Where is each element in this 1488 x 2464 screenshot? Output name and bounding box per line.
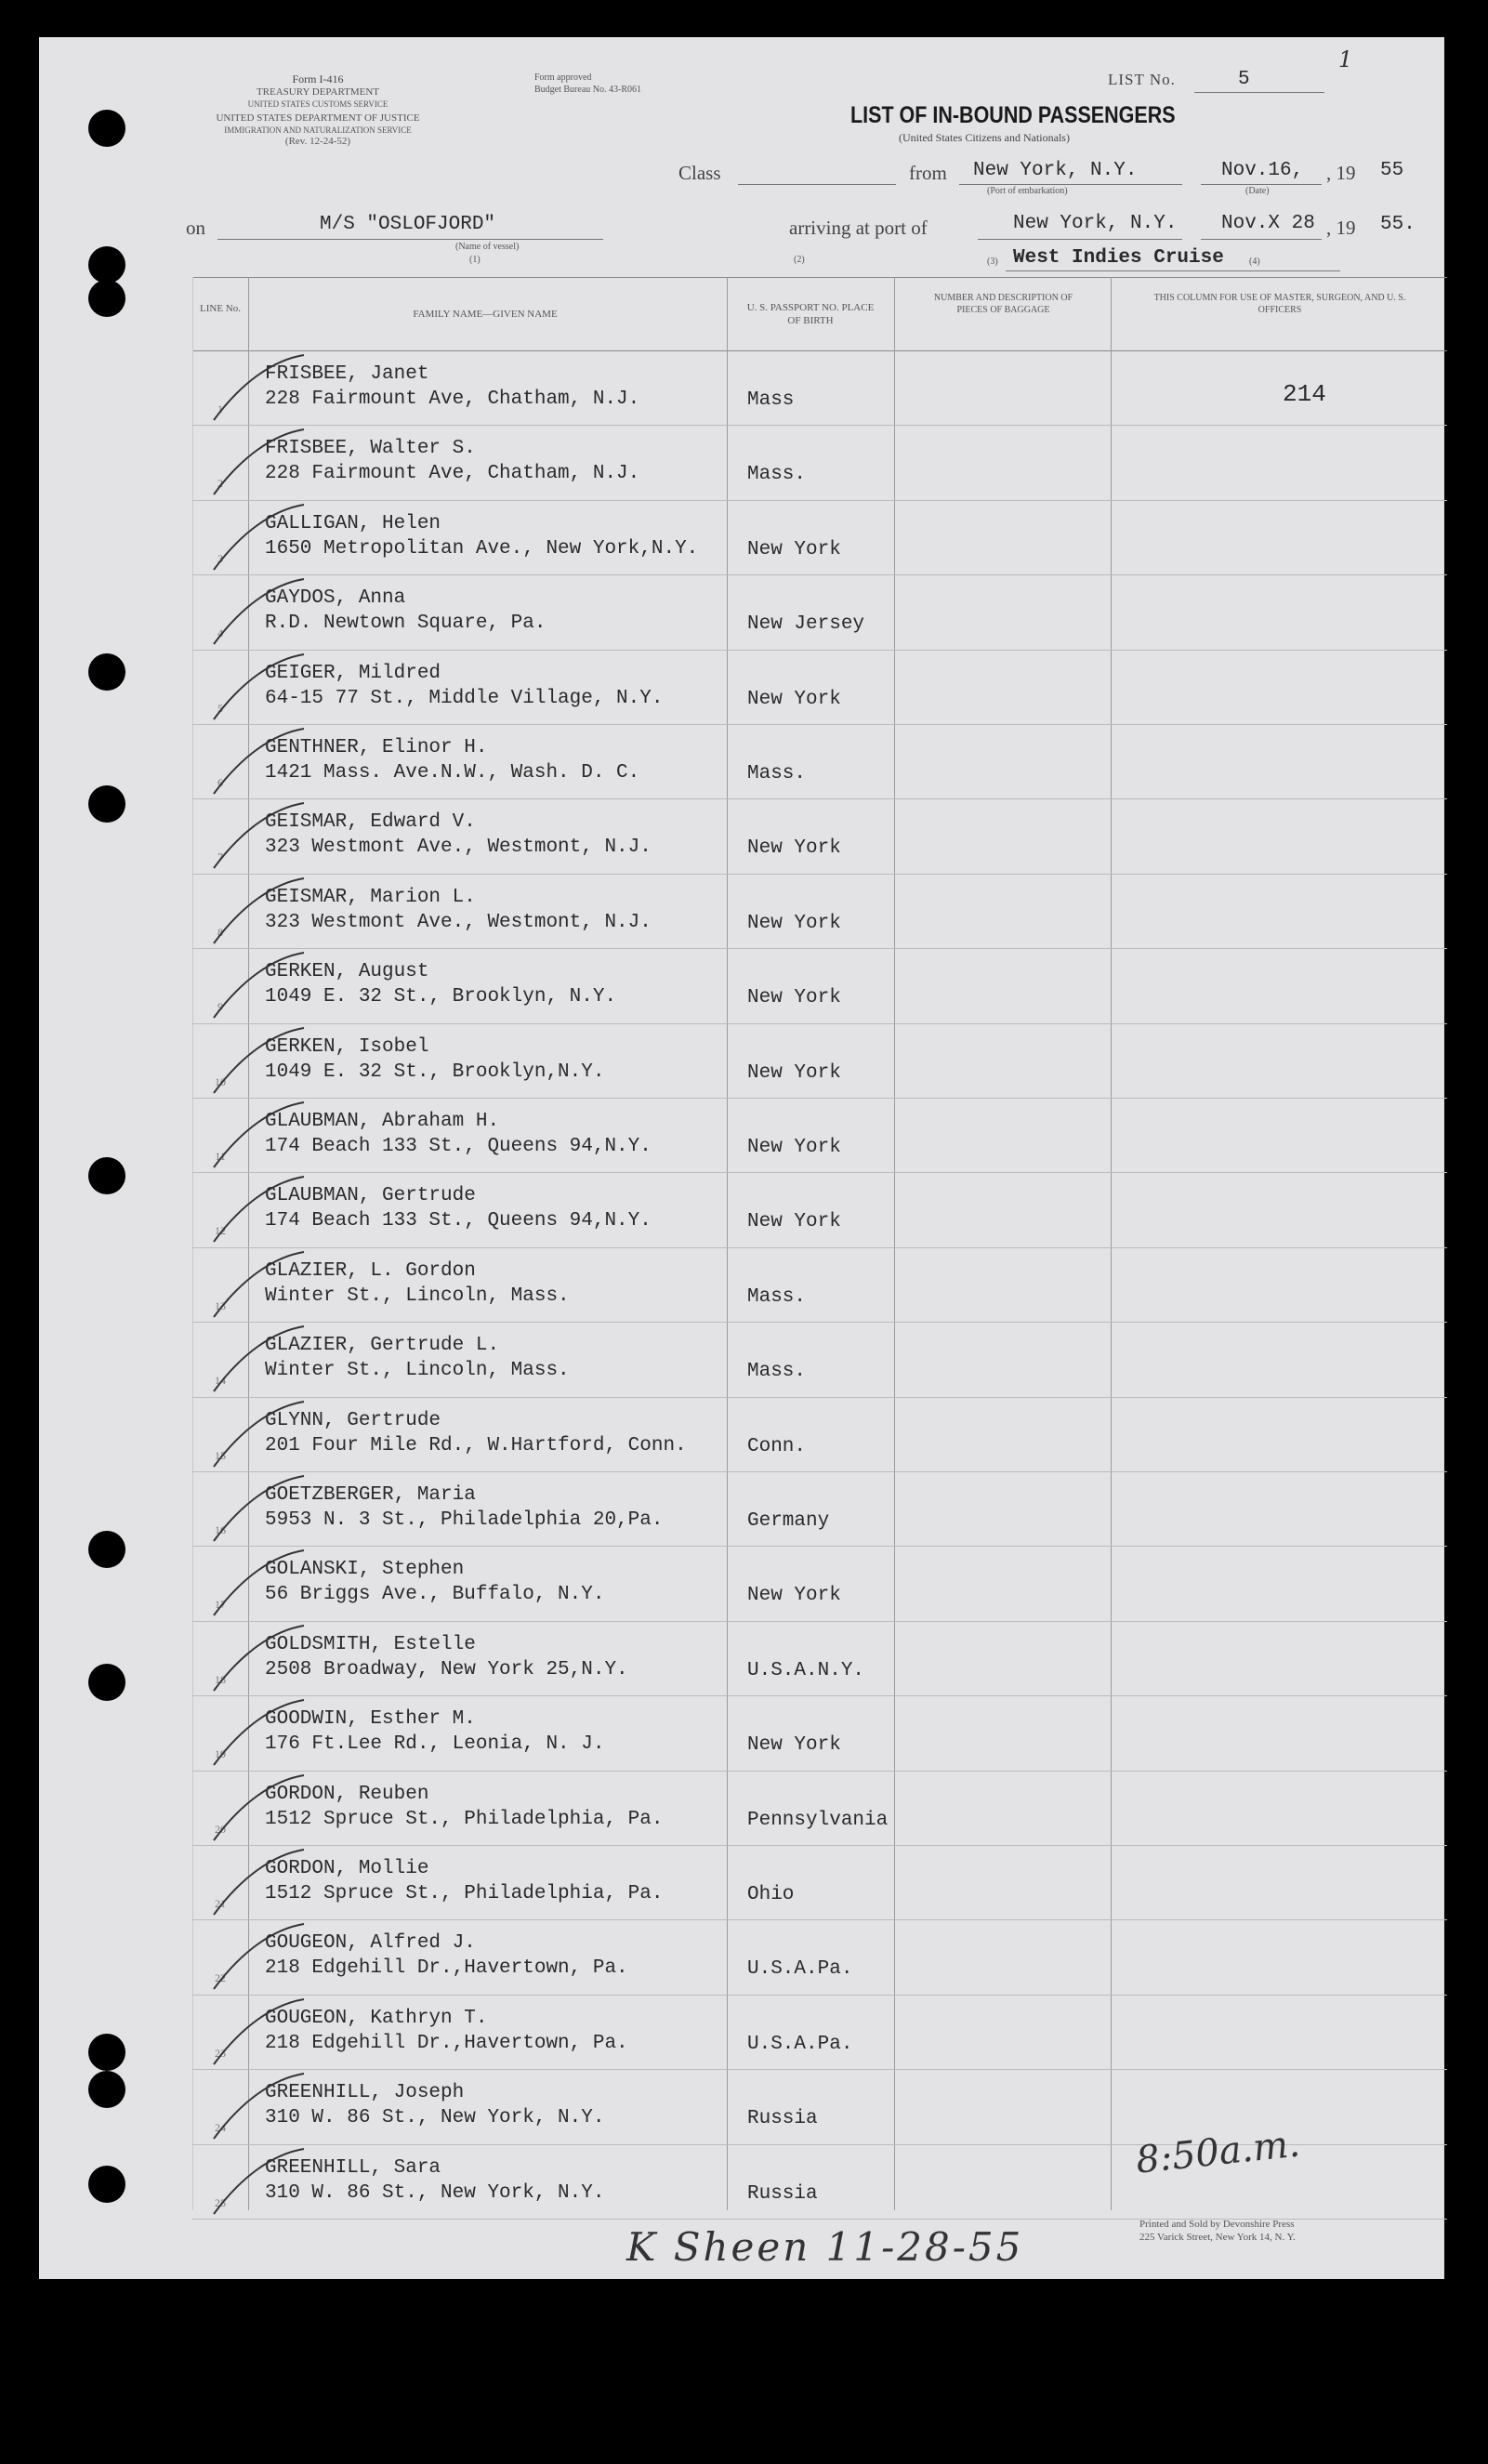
place-of-birth: Pennsylvania (747, 1809, 889, 1831)
check-mark-icon (206, 729, 309, 803)
row-divider (192, 874, 1447, 875)
passenger-name: GOLANSKI, Stephen (265, 1559, 465, 1581)
check-mark-icon (206, 654, 309, 729)
check-mark-icon (206, 1252, 309, 1326)
passenger-address: 1421 Mass. Ave.N.W., Wash. D. C. (265, 762, 640, 784)
check-mark-icon (206, 1850, 309, 1924)
page-title: LIST OF IN-BOUND PASSENGERS (850, 102, 1176, 128)
line-number: 25 (215, 2195, 226, 2209)
passenger-name: GERKEN, August (265, 961, 429, 983)
line-number: 21 (215, 1897, 226, 1910)
place-of-birth: New York (747, 1734, 841, 1757)
row-divider (192, 1471, 1447, 1472)
place-of-birth: Mass. (747, 763, 807, 784)
punch-hole (88, 246, 125, 283)
check-mark-icon (206, 355, 309, 429)
cruise-name: West Indies Cruise (1013, 247, 1224, 269)
column-header-line-no: LINE No. (200, 303, 241, 314)
passenger-address: 228 Fairmount Ave, Chatham, N.J. (265, 389, 640, 410)
passenger-name: GEISMAR, Edward V. (265, 811, 476, 834)
check-mark-icon (206, 1700, 309, 1774)
row-divider (192, 1845, 1447, 1846)
place-of-birth: Conn. (747, 1435, 807, 1457)
revision-label: (Rev. 12-24-52) (284, 136, 351, 147)
row-divider (192, 574, 1447, 575)
check-mark-icon (206, 1775, 309, 1850)
passenger-name: GOUGEON, Alfred J. (265, 1932, 476, 1955)
passenger-address: 1512 Spruce St., Philadelphia, Pa. (265, 1883, 664, 1904)
passenger-address: 323 Westmont Ave., Westmont, N.J. (265, 837, 652, 859)
place-of-birth: Mass. (747, 1285, 807, 1308)
line-number: 11 (215, 1150, 226, 1163)
column-header-officers: THIS COLUMN FOR USE OF MASTER, SURGEON, AND U. S. OFFICERS (1153, 293, 1406, 315)
passenger-address: 1512 Spruce St., Philadelphia, Pa. (265, 1808, 664, 1830)
arriving-label: arriving at port of (789, 217, 928, 239)
passenger-address: 228 Fairmount Ave, Chatham, N.J. (265, 463, 640, 485)
line-number: 20 (215, 1822, 226, 1836)
row-divider (192, 1695, 1447, 1696)
check-mark-icon (206, 505, 309, 579)
punch-hole (88, 110, 125, 147)
form-approved-label: Form approved (534, 72, 592, 83)
line-number: 10 (215, 1074, 226, 1088)
officer-note: 214 (1283, 380, 1326, 408)
printer-credit (1139, 2218, 1296, 2245)
place-of-birth: Ohio (747, 1884, 795, 1905)
vessel-name: M/S "OSLOFJORD" (320, 214, 496, 235)
line-number: 5 (217, 701, 223, 715)
passenger-name: GORDON, Mollie (265, 1858, 429, 1879)
line-number: 2 (217, 477, 223, 491)
row-divider (192, 948, 1447, 949)
row-divider (192, 1098, 1447, 1099)
date-from: Nov.16, (1221, 160, 1304, 181)
passenger-address: 5953 N. 3 St., Philadelphia 20,Pa. (265, 1509, 664, 1531)
arrival-port: New York, N.Y. (1013, 213, 1178, 234)
inspector-signature: K Sheen 11-28-55 (626, 2224, 1024, 2270)
row-divider (192, 425, 1447, 426)
list-handwritten-mark: 1 (1338, 46, 1353, 72)
passenger-name: GOLDSMITH, Estelle (265, 1633, 476, 1655)
passenger-address: 1049 E. 32 St., Brooklyn, N.Y. (265, 986, 617, 1008)
arrival-date-line (1201, 239, 1322, 240)
passenger-address: 323 Westmont Ave., Westmont, N.J. (265, 911, 652, 933)
budget-label: Budget Bureau No. 43-R061 (534, 84, 641, 95)
list-number: 5 (1238, 69, 1250, 90)
passenger-address: 1650 Metropolitan Ave., New York,N.Y. (265, 537, 699, 560)
check-mark-icon (206, 803, 309, 877)
list-number-line (1194, 92, 1324, 93)
punch-hole (88, 2071, 125, 2108)
from-line (959, 184, 1182, 185)
place-of-birth: U.S.A.Pa. (747, 2033, 853, 2055)
class-label: Class (678, 162, 721, 184)
line-number: 18 (215, 1672, 226, 1686)
passenger-name: GENTHNER, Elinor H. (265, 737, 488, 758)
arrival-date: Nov.X 28 (1221, 213, 1315, 234)
column-header-name: FAMILY NAME—GIVEN NAME (413, 309, 558, 320)
date-from-line (1201, 184, 1322, 185)
row-divider (192, 1621, 1447, 1622)
place-of-birth: New York (747, 1585, 841, 1607)
line-number: 15 (215, 1448, 226, 1462)
passenger-address: Winter St., Lincoln, Mass. (265, 1285, 570, 1307)
date-caption: (Date) (1245, 186, 1270, 196)
column-header-baggage: NUMBER AND DESCRIPTION OF PIECES OF BAGGAGE (933, 293, 1073, 315)
passenger-address: 218 Edgehill Dr.,Havertown, Pa. (265, 1957, 628, 1980)
year-from: 55 (1380, 160, 1404, 181)
caption-4: (4) (1249, 257, 1260, 267)
check-mark-icon (206, 1402, 309, 1476)
check-mark-icon (206, 878, 309, 953)
column-header-passport: U. S. PASSPORT NO. PLACE OF BIRTH (746, 302, 875, 326)
row-divider (192, 1546, 1447, 1547)
passenger-name: GEIGER, Mildred (265, 662, 441, 684)
from-port: New York, N.Y. (973, 160, 1138, 181)
check-mark-icon (206, 2074, 309, 2148)
line-number: 24 (215, 2121, 226, 2135)
justice-label: UNITED STATES DEPARTMENT OF JUSTICE (216, 112, 420, 124)
passenger-name: GREENHILL, Joseph (265, 2082, 465, 2104)
passenger-name: GLYNN, Gertrude (265, 1409, 441, 1431)
row-divider (192, 2069, 1447, 2070)
place-of-birth: New York (747, 1211, 841, 1233)
caption-1: (1) (469, 255, 481, 265)
row-divider (192, 798, 1447, 799)
printer-line-2: 225 Varick Street, New York 14, N. Y. (1139, 2232, 1296, 2244)
punch-hole (88, 2034, 125, 2071)
check-mark-icon (206, 1326, 309, 1401)
place-of-birth: Russia (747, 2108, 818, 2130)
passenger-name: GLAZIER, Gertrude L. (265, 1335, 500, 1357)
check-mark-icon (206, 1028, 309, 1102)
row-divider (192, 724, 1447, 725)
line-number: 8 (217, 925, 223, 939)
passenger-name: GEISMAR, Marion L. (265, 886, 476, 908)
table-top-border (192, 277, 1447, 278)
row-divider (192, 1322, 1447, 1323)
check-mark-icon (206, 1626, 309, 1700)
passenger-address: 310 W. 86 St., New York, N.Y. (265, 2107, 605, 2129)
manifest-page (39, 37, 1444, 2279)
punch-hole (88, 1157, 125, 1194)
place-of-birth: New York (747, 837, 841, 860)
passenger-name: GOODWIN, Esther M. (265, 1708, 476, 1731)
year-prefix-arrival: , 19 (1326, 217, 1356, 239)
year-arrival: 55. (1380, 214, 1416, 235)
arrival-time-annotation: 8:50a.m. (1134, 2122, 1302, 2182)
passenger-name: GLAUBMAN, Gertrude (265, 1185, 476, 1207)
punch-hole (88, 1664, 125, 1701)
cruise-line (1006, 270, 1340, 271)
passenger-address: 174 Beach 133 St., Queens 94,N.Y. (265, 1210, 652, 1232)
passenger-name: GLAUBMAN, Abraham H. (265, 1111, 500, 1132)
header-bottom-border (192, 350, 1447, 351)
caption-2: (2) (794, 255, 805, 265)
check-mark-icon (206, 1177, 309, 1251)
line-number: 14 (215, 1374, 226, 1388)
passenger-address: R.D. Newtown Square, Pa. (265, 613, 546, 635)
treasury-label: TREASURY DEPARTMENT (256, 86, 380, 98)
passenger-name: GERKEN, Isobel (265, 1035, 429, 1058)
passenger-address: 310 W. 86 St., New York, N.Y. (265, 2181, 605, 2204)
row-divider (192, 1172, 1447, 1173)
check-mark-icon (206, 429, 309, 504)
place-of-birth: Germany (747, 1510, 830, 1532)
line-number: 12 (215, 1224, 226, 1238)
passenger-name: GOUGEON, Kathryn T. (265, 2007, 488, 2029)
agency-block (183, 72, 453, 149)
punch-hole (88, 1531, 125, 1568)
check-mark-icon (206, 2149, 309, 2223)
ins-label: IMMIGRATION AND NATURALIZATION SERVICE (224, 125, 412, 135)
punch-hole (88, 653, 125, 691)
passenger-name: GAYDOS, Anna (265, 587, 406, 610)
class-line (738, 184, 896, 185)
check-mark-icon (206, 1550, 309, 1625)
row-divider (192, 1397, 1447, 1398)
approval-block (534, 72, 641, 96)
check-mark-icon (206, 579, 309, 653)
line-number: 7 (217, 850, 223, 864)
place-of-birth: Mass (747, 389, 795, 411)
place-of-birth: Mass. (747, 1361, 807, 1383)
line-number: 13 (215, 1298, 226, 1312)
passenger-name: GOETZBERGER, Maria (265, 1484, 476, 1506)
passenger-name: GLAZIER, L. Gordon (265, 1259, 476, 1282)
place-of-birth: New York (747, 1061, 841, 1084)
passenger-address: 64-15 77 St., Middle Village, N.Y. (265, 687, 664, 709)
line-number: 6 (217, 776, 223, 789)
year-prefix-from: , 19 (1326, 162, 1356, 184)
place-of-birth: U.S.A.N.Y. (747, 1659, 865, 1681)
line-number: 9 (217, 1000, 223, 1014)
line-number: 23 (215, 2046, 226, 2060)
place-of-birth: New York (747, 1137, 841, 1158)
line-number: 3 (217, 551, 223, 565)
caption-3: (3) (987, 257, 998, 267)
passenger-name: GREENHILL, Sara (265, 2156, 441, 2179)
line-number: 17 (215, 1598, 226, 1612)
check-mark-icon (206, 1924, 309, 1998)
row-divider (192, 1995, 1447, 1996)
punch-hole (88, 280, 125, 317)
passenger-address: 201 Four Mile Rd., W.Hartford, Conn. (265, 1434, 687, 1456)
place-of-birth: New York (747, 912, 841, 934)
passenger-name: GALLIGAN, Helen (265, 512, 441, 534)
vessel-caption: (Name of vessel) (455, 242, 520, 252)
passenger-address: 56 Briggs Ave., Buffalo, N.Y. (265, 1584, 605, 1606)
check-mark-icon (206, 1999, 309, 2074)
passenger-address: Winter St., Lincoln, Mass. (265, 1360, 570, 1382)
line-number: 16 (215, 1523, 226, 1536)
passenger-name: FRISBEE, Walter S. (265, 438, 476, 460)
passenger-address: 174 Beach 133 St., Queens 94,N.Y. (265, 1136, 652, 1157)
line-number: 4 (217, 626, 223, 640)
vessel-line (217, 239, 603, 240)
page-subtitle: (United States Citizens and Nationals) (899, 131, 1070, 144)
row-divider (192, 1919, 1447, 1920)
passenger-name: GORDON, Reuben (265, 1783, 429, 1805)
place-of-birth: New York (747, 688, 841, 710)
place-of-birth: U.S.A.Pa. (747, 1958, 853, 1981)
line-number: 1 (217, 402, 223, 415)
place-of-birth: New Jersey (747, 613, 865, 636)
list-number-label: LIST No. (1108, 71, 1176, 88)
passenger-address: 1049 E. 32 St., Brooklyn,N.Y. (265, 1061, 605, 1083)
arrival-port-line (978, 239, 1182, 240)
form-number: Form I-416 (292, 72, 344, 86)
on-label: on (186, 217, 205, 239)
customs-label: UNITED STATES CUSTOMS SERVICE (247, 99, 388, 109)
passenger-address: 176 Ft.Lee Rd., Leonia, N. J. (265, 1733, 605, 1756)
row-divider (192, 1023, 1447, 1024)
row-divider (192, 650, 1447, 651)
place-of-birth: New York (747, 987, 841, 1009)
row-divider (192, 500, 1447, 501)
place-of-birth: Russia (747, 2182, 818, 2205)
printer-line-1: Printed and Sold by Devonshire Press (1139, 2219, 1295, 2230)
check-mark-icon (206, 1476, 309, 1550)
line-number: 19 (215, 1747, 226, 1761)
place-of-birth: New York (747, 538, 841, 560)
passenger-name: FRISBEE, Janet (265, 363, 429, 385)
check-mark-icon (206, 1102, 309, 1177)
place-of-birth: Mass. (747, 464, 807, 486)
from-label: from (909, 162, 947, 184)
row-divider (192, 1247, 1447, 1248)
line-number: 22 (215, 1971, 226, 1985)
row-divider (192, 1771, 1447, 1772)
punch-hole (88, 785, 125, 823)
passenger-address: 218 Edgehill Dr.,Havertown, Pa. (265, 2032, 628, 2054)
check-mark-icon (206, 953, 309, 1027)
punch-hole (88, 2166, 125, 2203)
port-caption: (Port of embarkation) (987, 186, 1068, 196)
passenger-address: 2508 Broadway, New York 25,N.Y. (265, 1658, 628, 1680)
